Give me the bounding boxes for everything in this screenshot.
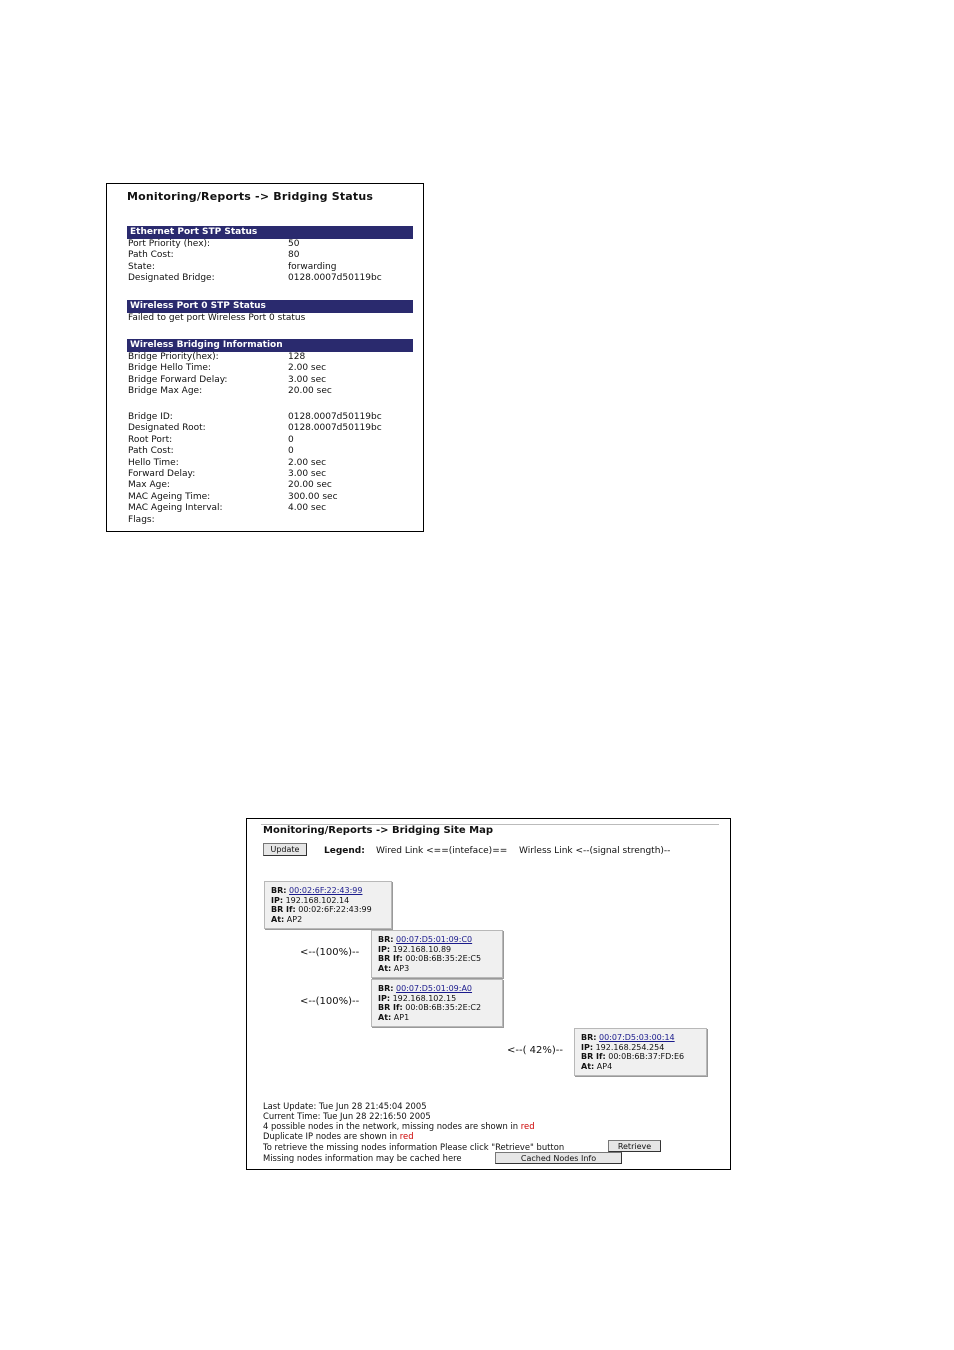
status-row [128,386,414,397]
status-row-label: Designated Bridge: [128,273,215,284]
node-br-link[interactable]: 00:07:D5:01:09:A0 [396,984,473,993]
status-row-value: 0128.0007d50119bc [288,423,382,434]
wireless-port-message: Failed to get port Wireless Port 0 status [128,313,306,323]
wireless-port-header: Wireless Port 0 STP Status [127,300,413,313]
status-row [128,423,414,434]
bridging-status-panel [106,183,424,532]
status-row-label: State: [128,261,155,272]
status-row-value: 80 [288,250,300,261]
status-row-value: 300.00 sec [288,491,338,502]
wireless-link-signal: <--(100%)-- [300,996,360,1007]
status-row-label: Forward Delay: [128,469,196,479]
status-row [128,273,414,284]
status-row-value: 0 [288,434,294,445]
duplicate-ip-note: Duplicate IP nodes are shown in red [263,1131,414,1141]
status-row [128,435,414,446]
status-row [128,250,414,261]
ethernet-stp-header: Ethernet Port STP Status [127,226,413,239]
status-row-value: 2.00 sec [288,457,327,468]
status-row-value: 4.00 sec [288,503,327,514]
status-row-label: Bridge Hello Time: [128,363,211,374]
status-row-label: Bridge Forward Delay: [128,374,228,385]
status-row-label: Hello Time: [128,457,179,468]
possible-nodes-note: 4 possible nodes in the network, missing nodes are shown in red [263,1121,535,1131]
status-row [128,412,414,423]
status-row [128,262,414,273]
retrieve-note: To retrieve the missing nodes information Please click "Retrieve" button [263,1142,565,1152]
status-row-label: Designated Root: [128,423,206,434]
status-row-value: 50 [288,239,300,249]
page-title: Monitoring/Reports -> Bridging Status [127,190,374,203]
page-title: Monitoring/Reports -> Bridging Site Map [263,825,493,836]
status-row-label: Bridge ID: [128,412,173,422]
node-ap4: BR: 00:07:D5:03:00:14 IP: 192.168.254.254 BR If: 00:0B:6B:37:FD:E6 At: AP4 [574,1028,707,1076]
status-row-value: 20.00 sec [288,480,332,491]
status-row-value: 3.00 sec [288,469,327,479]
status-row-value: 0128.0007d50119bc [288,412,382,422]
status-row [128,469,414,480]
last-update: Last Update: Tue Jun 28 21:45:04 2005 [263,1101,427,1111]
node-br-link[interactable]: 00:07:D5:03:00:14 [599,1033,675,1042]
node-br-link[interactable]: 00:07:D5:01:09:C0 [396,935,473,944]
status-row [128,458,414,469]
status-row [128,503,414,514]
status-row [128,515,414,526]
wireless-link-signal: <--(100%)-- [300,947,360,958]
legend-label: Legend: [324,846,365,856]
retrieve-button[interactable]: Retrieve [608,1140,661,1152]
node-ap1: BR: 00:07:D5:01:09:A0 IP: 192.168.102.15 BR If: 00:0B:6B:35:2E:C2 At: AP1 [371,979,503,1027]
status-row-label: Path Cost: [128,446,174,457]
status-row [128,375,414,386]
node-br-link[interactable]: 00:02:6F:22:43:99 [289,886,363,895]
status-row-value: 0 [288,446,294,457]
update-button[interactable]: Update [263,843,307,856]
status-row-label: Path Cost: [128,250,174,261]
wireless-bridging-header: Wireless Bridging Information [127,339,413,352]
status-row-label: Max Age: [128,480,170,491]
bridging-site-map-panel [246,818,731,1170]
status-row-label: MAC Ageing Time: [128,491,211,502]
legend [324,846,365,856]
status-row-label: Bridge Max Age: [128,386,203,397]
status-row [128,492,414,503]
status-row-label: MAC Ageing Interval: [128,503,223,514]
node-ap2: BR: 00:02:6F:22:43:99 IP: 192.168.102.14 BR If: 00:02:6F:22:43:99 At: AP2 [264,881,392,929]
status-row-value: forwarding [288,261,337,272]
status-row [128,352,414,363]
node-ap3: BR: 00:07:D5:01:09:C0 IP: 192.168.10.89 BR If: 00:0B:6B:35:2E:C5 At: AP3 [371,930,503,978]
status-row-label: Flags: [128,514,155,525]
legend-wireless-link: Wirless Link <--(signal strength)-- [519,846,671,856]
status-row-value: 128 [288,352,306,362]
status-row [128,363,414,374]
status-row [128,239,414,250]
wireless-link-signal: <--( 42%)-- [507,1045,564,1056]
status-row [128,480,414,491]
status-row-value: 20.00 sec [288,386,332,397]
legend-wired-link: Wired Link <==(inteface)== [376,846,508,856]
status-row-label: Bridge Priority(hex): [128,352,219,362]
status-row-value: 2.00 sec [288,363,327,374]
cached-note: Missing nodes information may be cached here [263,1153,462,1163]
status-row-value: 3.00 sec [288,374,327,385]
status-row [128,446,414,457]
status-row-label: Root Port: [128,434,173,445]
status-row-value: 0128.0007d50119bc [288,273,382,284]
status-row-label: Port Priority (hex): [128,239,211,249]
current-time: Current Time: Tue Jun 28 22:16:50 2005 [263,1111,431,1121]
cached-nodes-info-button[interactable]: Cached Nodes Info [495,1152,622,1164]
